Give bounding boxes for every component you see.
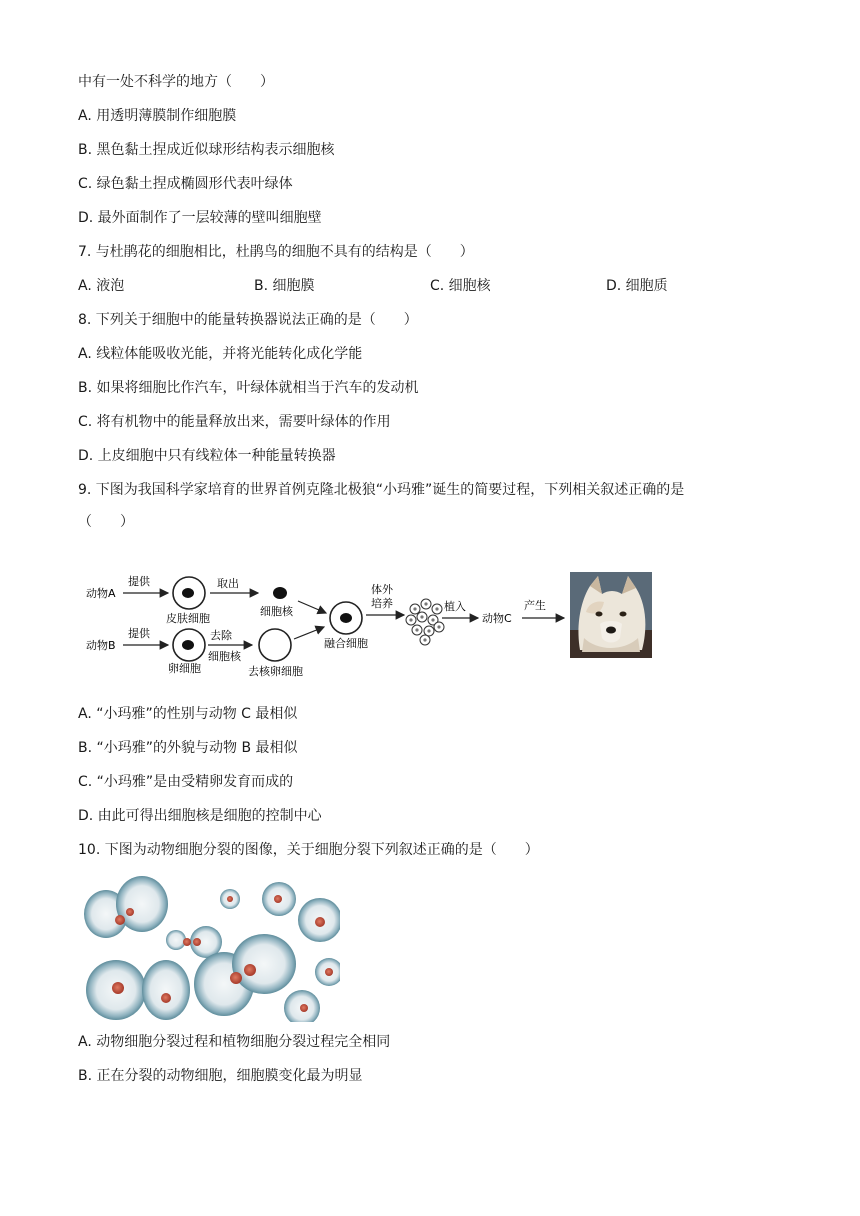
provide-a-label: 提供 xyxy=(128,575,150,588)
arctic-wolf-pup-photo xyxy=(570,572,652,658)
take-out-label: 取出 xyxy=(217,577,239,590)
remove-nucleus-label: 细胞核 xyxy=(208,650,241,663)
q9-option-d: D. 由此可得出细胞核是细胞的控制中心 xyxy=(78,808,322,824)
q7-option-a: A. 液泡 xyxy=(78,278,125,294)
q8-option-b: B. 如果将细胞比作汽车，叶绿体就相当于汽车的发动机 xyxy=(78,380,419,396)
nucleus-label: 细胞核 xyxy=(260,605,293,618)
animal-c-label: 动物C xyxy=(482,612,512,625)
fused-cell-label: 融合细胞 xyxy=(324,637,368,650)
q10-option-b: B. 正在分裂的动物细胞，细胞膜变化最为明显 xyxy=(78,1068,363,1084)
q6-option-a: A. 用透明薄膜制作细胞膜 xyxy=(78,108,237,124)
q6-stem: 中有一处不科学的地方（ ） xyxy=(78,74,274,90)
skin-cell-label: 皮肤细胞 xyxy=(166,612,210,625)
q9-option-c: C. “小玛雅”是由受精卵发育而成的 xyxy=(78,774,294,790)
egg-cell-nucleus xyxy=(182,640,194,650)
provide-b-label: 提供 xyxy=(128,627,150,640)
egg-cell-label: 卵细胞 xyxy=(168,662,201,675)
q6-option-d: D. 最外面制作了一层较薄的壁叫细胞壁 xyxy=(78,210,322,226)
q8-option-a: A. 线粒体能吸收光能，并将光能转化成化学能 xyxy=(78,346,363,362)
q7-options xyxy=(78,276,778,296)
implant-label: 植入 xyxy=(444,600,466,613)
q9-option-b: B. “小玛雅”的外貌与动物 B 最相似 xyxy=(78,740,298,756)
q9-stem-line2: （ ） xyxy=(78,514,134,530)
arrow-nucleus-to-fused xyxy=(298,601,326,613)
in-vitro-label-1: 体外 xyxy=(371,583,393,596)
q10-option-a: A. 动物细胞分裂过程和植物细胞分裂过程完全相同 xyxy=(78,1034,391,1050)
enucleated-egg-shape xyxy=(259,629,291,661)
q8-option-c: C. 将有机物中的能量释放出来，需要叶绿体的作用 xyxy=(78,414,391,430)
in-vitro-label-2: 培养 xyxy=(371,597,393,610)
q7-option-d: D. 细胞质 xyxy=(606,278,668,294)
q8-stem: 8. 下列关于细胞中的能量转换器说法正确的是（ ） xyxy=(78,312,418,328)
q8-option-d: D. 上皮细胞中只有线粒体一种能量转换器 xyxy=(78,448,336,464)
q6-option-c: C. 绿色黏土捏成椭圆形代表叶绿体 xyxy=(78,176,293,192)
q7-option-c: C. 细胞核 xyxy=(430,278,491,294)
animal-cell-division-image xyxy=(84,872,340,1022)
arrow-enucleated-to-fused xyxy=(294,627,324,639)
animal-b-label: 动物B xyxy=(86,639,116,652)
enucleated-egg-label: 去核卵细胞 xyxy=(248,665,303,678)
produce-label: 产生 xyxy=(524,599,546,612)
nucleus-shape xyxy=(273,587,287,599)
q9-stem-line1: 9. 下图为我国科学家培育的世界首例克隆北极狼“小玛雅”诞生的简要过程，下列相关叙述正确的是 xyxy=(78,482,685,498)
q7-option-b: B. 细胞膜 xyxy=(254,278,315,294)
fused-cell-nucleus xyxy=(340,613,352,623)
q7-stem: 7. 与杜鹃花的细胞相比，杜鹃鸟的细胞不具有的结构是（ ） xyxy=(78,244,474,260)
q9-option-a: A. “小玛雅”的性别与动物 C 最相似 xyxy=(78,706,298,722)
early-embryo-cluster xyxy=(406,599,444,645)
remove-label: 去除 xyxy=(210,629,232,642)
skin-cell-nucleus xyxy=(182,588,194,598)
animal-a-label: 动物A xyxy=(86,587,116,600)
q10-stem: 10. 下图为动物细胞分裂的图像，关于细胞分裂下列叙述正确的是（ ） xyxy=(78,842,539,858)
q6-option-b: B. 黑色黏土捏成近似球形结构表示细胞核 xyxy=(78,142,335,158)
